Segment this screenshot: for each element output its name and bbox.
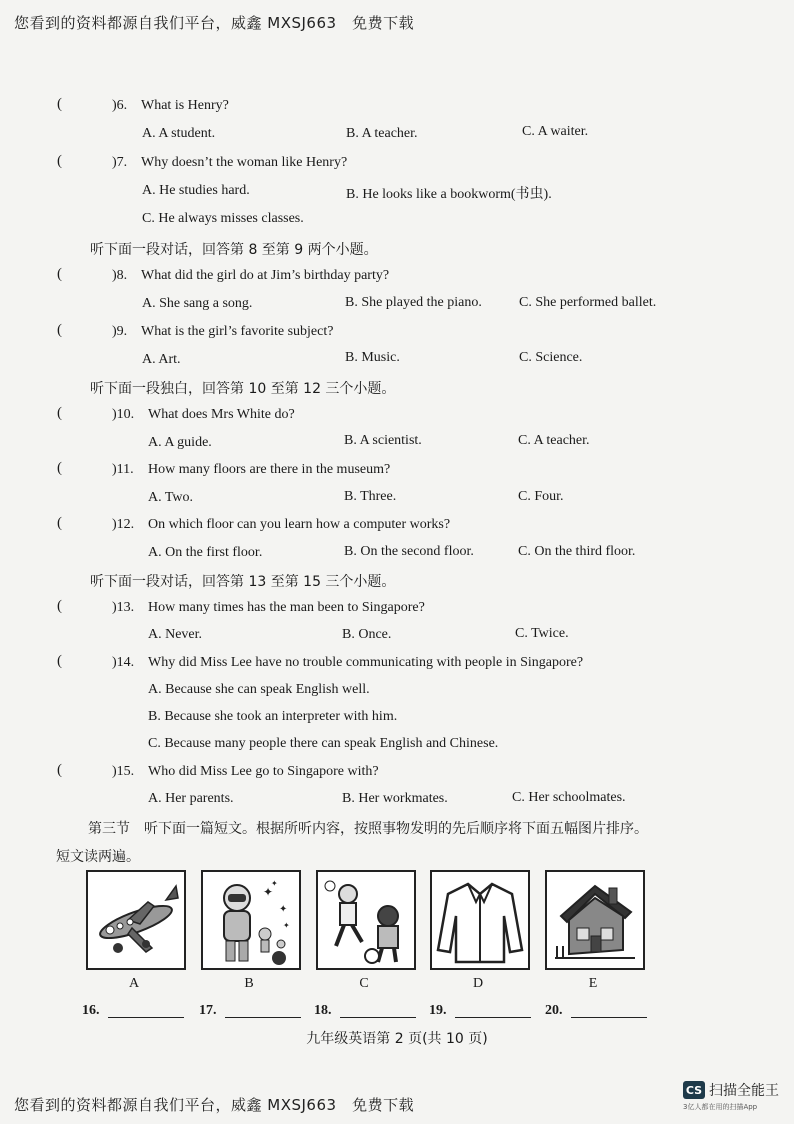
question-number: )14.	[112, 655, 135, 670]
option-a: A. Her parents.	[148, 791, 234, 806]
answer-paren: (	[57, 598, 62, 614]
svg-text:✦: ✦	[271, 879, 278, 888]
page-footer: 九年级英语第 2 页(共 10 页)	[306, 1031, 488, 1047]
answer-paren: (	[57, 322, 62, 338]
section3-instruction-cont: 短文读两遍。	[56, 849, 140, 865]
section3-instruction: 第三节 听下面一篇短文。根据所听内容，按照事物发明的先后顺序将下面五幅图片排序。	[88, 821, 648, 837]
option-b: B. Music.	[345, 350, 400, 365]
picture-label-c: C	[359, 976, 369, 991]
cs-tagline: 3亿人都在用的扫描App	[683, 1103, 758, 1111]
answer-number: 17.	[199, 1003, 217, 1018]
question-text: Who did Miss Lee go to Singapore with?	[148, 764, 379, 779]
answer-number: 19.	[429, 1003, 447, 1018]
option-a: A. Art.	[142, 352, 181, 367]
question-text: Why did Miss Lee have no trouble communicating with people in Singapore?	[148, 655, 584, 670]
watermark-bottom: 您看到的资料都源自我们平台，威鑫 MXSJ663 免费下载	[14, 1096, 415, 1114]
camscanner-logo	[683, 1080, 779, 1100]
house-icon	[545, 870, 645, 970]
answer-paren: (	[57, 266, 62, 282]
option-c: C. A waiter.	[522, 124, 589, 139]
question-number: )11.	[112, 462, 134, 477]
option-b: B. He looks like a bookworm(书虫).	[346, 187, 552, 202]
picture-label-d: D	[472, 976, 484, 991]
question-text: What is the girl’s favorite subject?	[141, 324, 334, 339]
question-text: What does Mrs White do?	[148, 407, 295, 422]
option-b: B. She played the piano.	[345, 295, 482, 310]
answer-number: 16.	[82, 1003, 100, 1018]
question-number: )13.	[112, 600, 135, 615]
option-b: B. A scientist.	[344, 433, 422, 448]
question-text: How many floors are there in the museum?	[148, 462, 391, 477]
option-a: A. On the first floor.	[148, 545, 263, 560]
question-number: )12.	[112, 517, 135, 532]
option-b: B. A teacher.	[346, 126, 418, 141]
option-c: C. A teacher.	[518, 433, 590, 448]
option-b: B. On the second floor.	[344, 544, 474, 559]
option-a: A. He studies hard.	[142, 183, 250, 198]
option-c: C. Twice.	[515, 626, 569, 641]
instruction-q8-9: 听下面一段对话，回答第 8 至第 9 两个小题。	[90, 242, 378, 258]
option-c: C. Science.	[519, 350, 583, 365]
question-text: Why doesn’t the woman like Henry?	[141, 155, 348, 170]
svg-text:✦: ✦	[279, 904, 288, 915]
answer-paren: (	[57, 762, 62, 778]
answer-paren: (	[57, 96, 62, 112]
soccer-kids-icon	[316, 870, 416, 970]
answer-paren: (	[57, 653, 62, 669]
answer-paren: (	[57, 405, 62, 421]
question-number: )9.	[112, 324, 128, 339]
cs-app-name: 扫描全能王	[709, 1083, 779, 1099]
cs-badge-icon: CS	[683, 1081, 705, 1099]
astronaut-icon	[201, 870, 301, 970]
answer-paren: (	[57, 515, 62, 531]
picture-label-a: A	[128, 976, 140, 991]
question-text: What is Henry?	[141, 98, 229, 113]
answer-paren: (	[57, 460, 62, 476]
answer-paren: (	[57, 153, 62, 169]
question-number: )7.	[112, 155, 128, 170]
option-c: C. On the third floor.	[518, 544, 636, 559]
option-c: C. Four.	[518, 489, 564, 504]
option-c: C. He always misses classes.	[142, 211, 304, 226]
option-a: A. Never.	[148, 627, 203, 642]
option-a: A. Because she can speak English well.	[148, 682, 370, 697]
answer-number: 18.	[314, 1003, 332, 1018]
picture-label-e: E	[588, 976, 598, 991]
option-c: C. Because many people there can speak English and Chinese.	[148, 736, 499, 751]
question-number: )10.	[112, 407, 135, 422]
option-c: C. She performed ballet.	[519, 295, 657, 310]
answer-blank[interactable]	[340, 1017, 416, 1018]
question-number: )15.	[112, 764, 135, 779]
answer-blank[interactable]	[455, 1017, 531, 1018]
option-a: A. A guide.	[148, 435, 212, 450]
svg-text:✦: ✦	[263, 885, 274, 899]
svg-text:✦: ✦	[283, 921, 290, 930]
question-number: )8.	[112, 268, 128, 283]
option-b: B. Because she took an interpreter with him.	[148, 709, 398, 724]
picture-label-b: B	[244, 976, 254, 991]
question-number: )6.	[112, 98, 128, 113]
question-text: How many times has the man been to Singapore?	[148, 600, 425, 615]
answer-blank[interactable]	[225, 1017, 301, 1018]
option-c: C. Her schoolmates.	[512, 790, 626, 805]
airplane-icon	[86, 870, 186, 970]
instruction-q13-15: 听下面一段对话，回答第 13 至第 15 三个小题。	[90, 574, 396, 590]
answer-blank[interactable]	[108, 1017, 184, 1018]
question-text: What did the girl do at Jim’s birthday party?	[141, 268, 390, 283]
option-b: B. Her workmates.	[342, 791, 448, 806]
option-a: A. She sang a song.	[142, 296, 253, 311]
jacket-icon	[430, 870, 530, 970]
watermark-top: 您看到的资料都源自我们平台，威鑫 MXSJ663 免费下载	[14, 14, 415, 32]
option-a: A. Two.	[148, 490, 194, 505]
question-text: On which floor can you learn how a computer works?	[148, 517, 451, 532]
answer-number: 20.	[545, 1003, 563, 1018]
instruction-q10-12: 听下面一段独白，回答第 10 至第 12 三个小题。	[90, 381, 396, 397]
option-a: A. A student.	[142, 126, 216, 141]
option-b: B. Three.	[344, 489, 397, 504]
option-b: B. Once.	[342, 627, 392, 642]
answer-blank[interactable]	[571, 1017, 647, 1018]
